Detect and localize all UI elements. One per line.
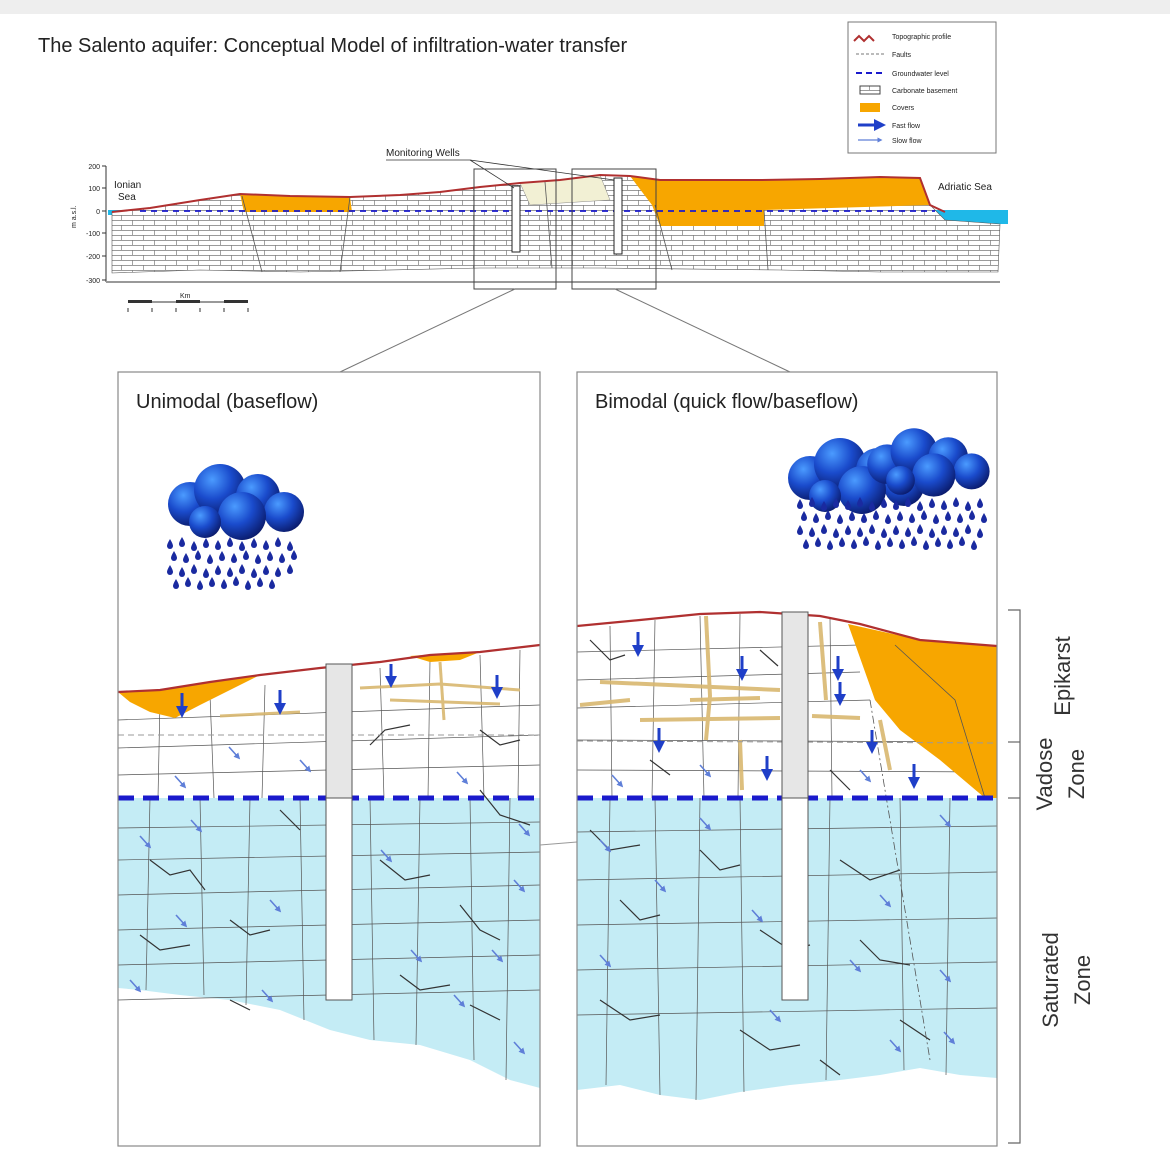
y-ticks [102,166,106,280]
well-leader-line [470,160,614,180]
monitoring-well [782,612,808,798]
monitoring-well [326,664,352,798]
rain-cloud [168,464,304,540]
raindrops [797,497,987,550]
legend-label: Fast flow [892,123,921,130]
unimodal-panel [118,372,540,1146]
y-tick-label: 200 [88,164,100,171]
bimodal-panel [577,372,997,1146]
monitoring-well [512,186,520,252]
y-tick-label: 100 [88,186,100,193]
legend-label: Carbonate basement [892,88,958,95]
scale-unit: Km [180,293,191,300]
ionian-sea-label-2: Sea [118,192,136,203]
epikarst-label: Epikarst [1050,636,1075,716]
ionian-sea-label: Ionian [114,180,142,191]
well-leader-line [470,160,514,188]
raindrops [167,537,297,590]
legend-label: Groundwater level [892,71,949,78]
legend-label: Topographic profile [892,34,952,41]
monitoring-well-screen [782,798,808,1000]
legend-label: Slow flow [892,138,922,145]
legend-label: Faults [892,52,912,59]
legend-label: Covers [892,105,915,112]
legend [848,22,996,153]
zone-brackets [1008,610,1095,1143]
panel-connector [540,842,577,845]
diagram-title: The Salento aquifer: Conceptual Model of infiltration-water transfer [38,35,628,57]
monitoring-well-screen [326,798,352,1000]
y-tick-label: 0 [96,209,100,216]
adriatic-sea-label: Adriatic Sea [938,182,992,193]
top-band [0,0,1170,14]
vadose-zone-label: Zone [1064,748,1089,800]
unimodal-title: Unimodal (baseflow) [136,391,319,413]
saturated-zone-label: Zone [1070,954,1095,1006]
y-tick-label: -300 [85,278,100,285]
zoom-connector [340,289,515,372]
y-tick-label: -200 [85,254,100,261]
monitoring-well [614,178,622,254]
y-axis-unit: m a.s.l. [71,205,78,228]
cross-section [71,148,1008,312]
zoom-connector [615,289,790,372]
scale-bar [128,300,248,312]
monitoring-wells-label: Monitoring Wells [386,148,460,159]
saturated-label: Saturated [1038,932,1063,1028]
vadose-label: Vadose [1032,737,1057,811]
carbonate-swatch [860,86,880,94]
covers-swatch [860,103,880,112]
y-tick-label: -100 [85,231,100,238]
bimodal-title: Bimodal (quick flow/baseflow) [595,391,859,413]
